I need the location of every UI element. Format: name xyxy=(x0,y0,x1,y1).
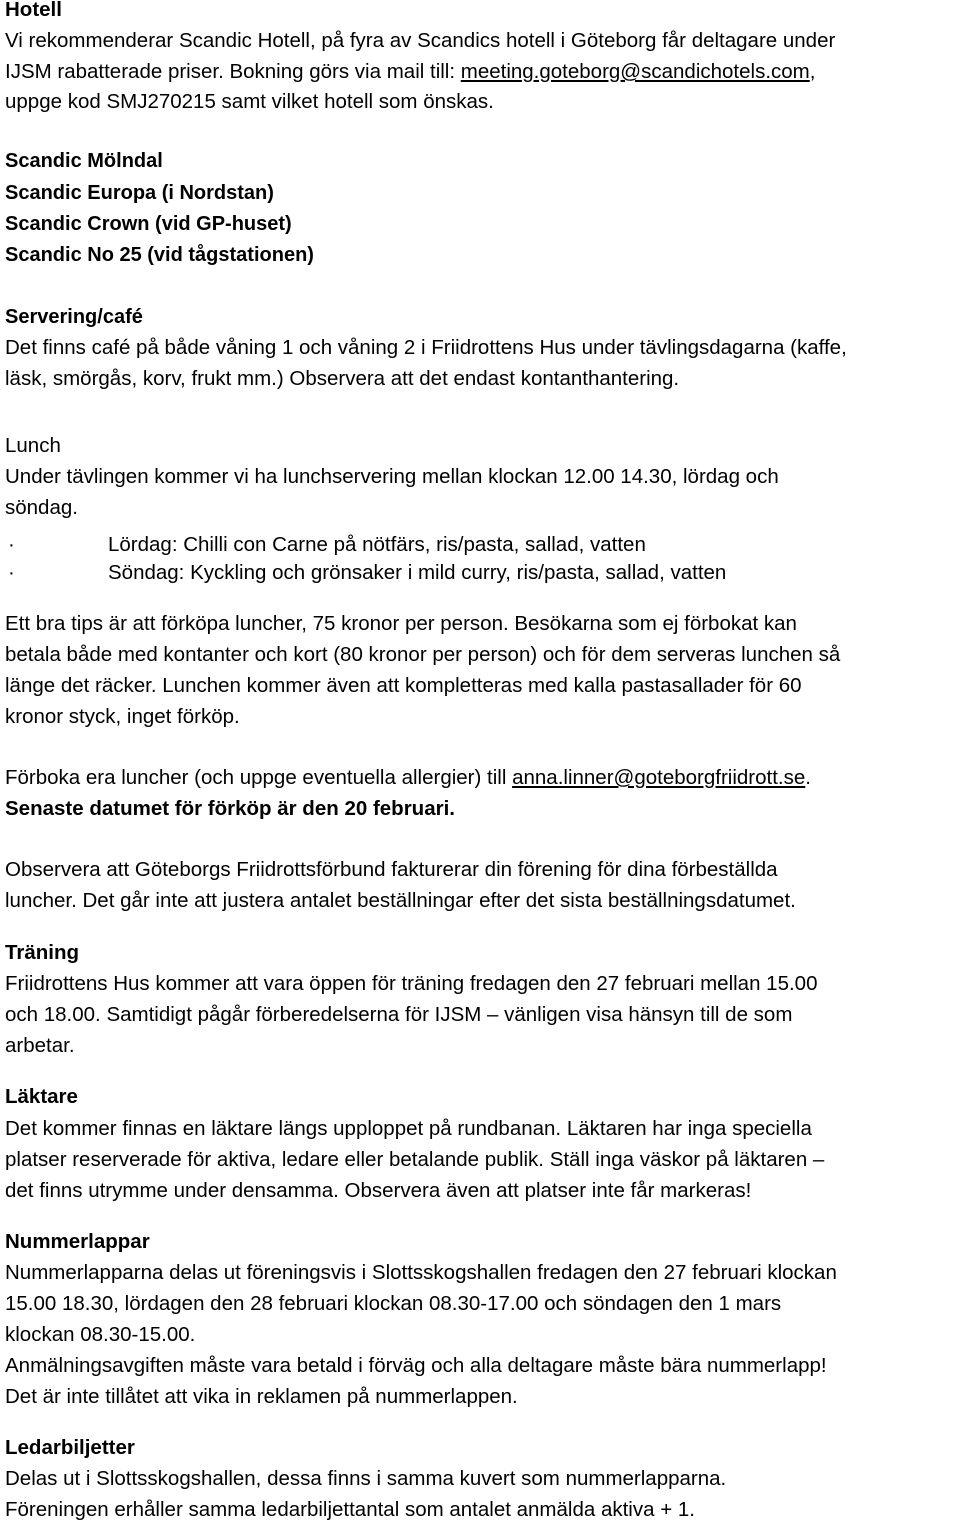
lunch-booking-suffix: . xyxy=(805,766,811,789)
training-line-3: arbetar. xyxy=(5,1034,75,1057)
lunch-heading: Lunch xyxy=(5,434,61,457)
lunch-tips-4: kronor styck, inget förköp. xyxy=(5,705,240,728)
lunch-booking-prefix: Förboka era luncher (och uppge eventuella allergier) till xyxy=(5,766,513,789)
lunch-tips-2: betala både med kontanter och kort (80 kronor per person) och för dem serveras lunchen så xyxy=(5,643,841,666)
stand-line-1: Det kommer finnas en läktare längs upploppet på rundbanan. Läktaren har inga speciella xyxy=(5,1117,812,1140)
hotel-line-1: Vi rekommenderar Scandic Hotell, på fyra av Scandics hotell i Göteborg får deltagare under xyxy=(5,29,836,52)
tickets-line-2: Föreningen erhåller samma ledarbiljettantal som antalet anmälda aktiva + 1. xyxy=(5,1498,695,1521)
training-heading: Träning xyxy=(5,941,80,964)
lunch-email-link[interactable]: anna.linner@goteborgfriidrott.se xyxy=(512,766,806,789)
bullet-marker: · xyxy=(8,561,15,584)
lunch-tips-3: länge det räcker. Lunchen kommer även att kompletteras med kalla pastasallader för 60 xyxy=(5,674,802,697)
lunch-deadline: Senaste datumet för förköp är den 20 februari. xyxy=(5,797,455,820)
bibs-line-3: klockan 08.30-15.00. xyxy=(5,1323,196,1346)
tickets-heading: Ledarbiljetter xyxy=(5,1436,135,1459)
hotel-line-2 xyxy=(5,57,815,87)
stand-line-3: det finns utrymme under densamma. Observera även att platser inte får markeras! xyxy=(5,1179,752,1202)
cafe-line-2: läsk, smörgås, korv, frukt mm.) Observera att det endast kontanthantering. xyxy=(5,367,680,390)
lunch-tips-1: Ett bra tips är att förköpa luncher, 75 kronor per person. Besökarna som ej förbokat kan xyxy=(5,612,797,635)
hotel-list-item: Scandic No 25 (vid tågstationen) xyxy=(5,244,314,266)
hotel-line-2-prefix: IJSM rabatterade priser. Bokning görs via mail till: xyxy=(5,60,461,83)
hotel-line-2-suffix: , xyxy=(809,60,816,83)
hotel-line-3: uppge kod SMJ270215 samt vilket hotell som önskas. xyxy=(5,90,494,113)
bullet-marker: · xyxy=(8,533,15,556)
stand-line-2: platser reserverade för aktiva, ledare eller betalande publik. Ställ inga väskor på läktaren – xyxy=(5,1148,825,1171)
training-line-2: och 18.00. Samtidigt pågår förberedelserna för IJSM – vänligen visa hänsyn till de som xyxy=(5,1003,793,1026)
tickets-line-1: Delas ut i Slottsskogshallen, dessa finns i samma kuvert som nummerlapparna. xyxy=(5,1467,727,1490)
menu-item-sunday: Söndag: Kyckling och grönsaker i mild curry, ris/pasta, sallad, vatten xyxy=(108,561,727,584)
bibs-heading: Nummerlappar xyxy=(5,1230,150,1253)
bibs-line-1: Nummerlapparna delas ut föreningsvis i Slottsskogshallen fredagen den 27 februari klockan xyxy=(5,1261,837,1284)
hotel-email-link[interactable]: meeting.goteborg@scandichotels.com xyxy=(460,60,810,83)
lunch-line-2: söndag. xyxy=(5,496,78,519)
lunch-invoice-2: luncher. Det går inte att justera antalet beställningar efter det sista beställningsdatumet. xyxy=(5,889,796,912)
hotel-list-item: Scandic Crown (vid GP-huset) xyxy=(5,213,292,235)
stand-heading: Läktare xyxy=(5,1085,78,1108)
hotel-list-item: Scandic Europa (i Nordstan) xyxy=(5,182,274,204)
bibs-line-5: Det är inte tillåtet att vika in reklamen på nummerlappen. xyxy=(5,1385,518,1408)
lunch-booking xyxy=(5,763,811,793)
cafe-line-1: Det finns café på både våning 1 och våning 2 i Friidrottens Hus under tävlingsdagarna (kaffe, xyxy=(5,336,847,359)
training-line-1: Friidrottens Hus kommer att vara öppen för träning fredagen den 27 februari mellan 15.00 xyxy=(5,972,818,995)
lunch-line-1: Under tävlingen kommer vi ha lunchservering mellan klockan 12.00 14.30, lördag och xyxy=(5,465,779,488)
menu-item-saturday: Lördag: Chilli con Carne på nötfärs, ris/pasta, sallad, vatten xyxy=(108,533,646,556)
bibs-line-4: Anmälningsavgiften måste vara betald i förväg och alla deltagare måste bära nummerlapp! xyxy=(5,1354,827,1377)
bibs-line-2: 15.00 18.30, lördagen den 28 februari klockan 08.30-17.00 och söndagen den 1 mars xyxy=(5,1292,782,1315)
hotel-heading: Hotell xyxy=(5,0,62,21)
hotel-list-item: Scandic Mölndal xyxy=(5,150,163,172)
cafe-heading: Servering/café xyxy=(5,306,143,328)
lunch-invoice-1: Observera att Göteborgs Friidrottsförbund fakturerar din förening för dina förbeställda xyxy=(5,858,778,881)
